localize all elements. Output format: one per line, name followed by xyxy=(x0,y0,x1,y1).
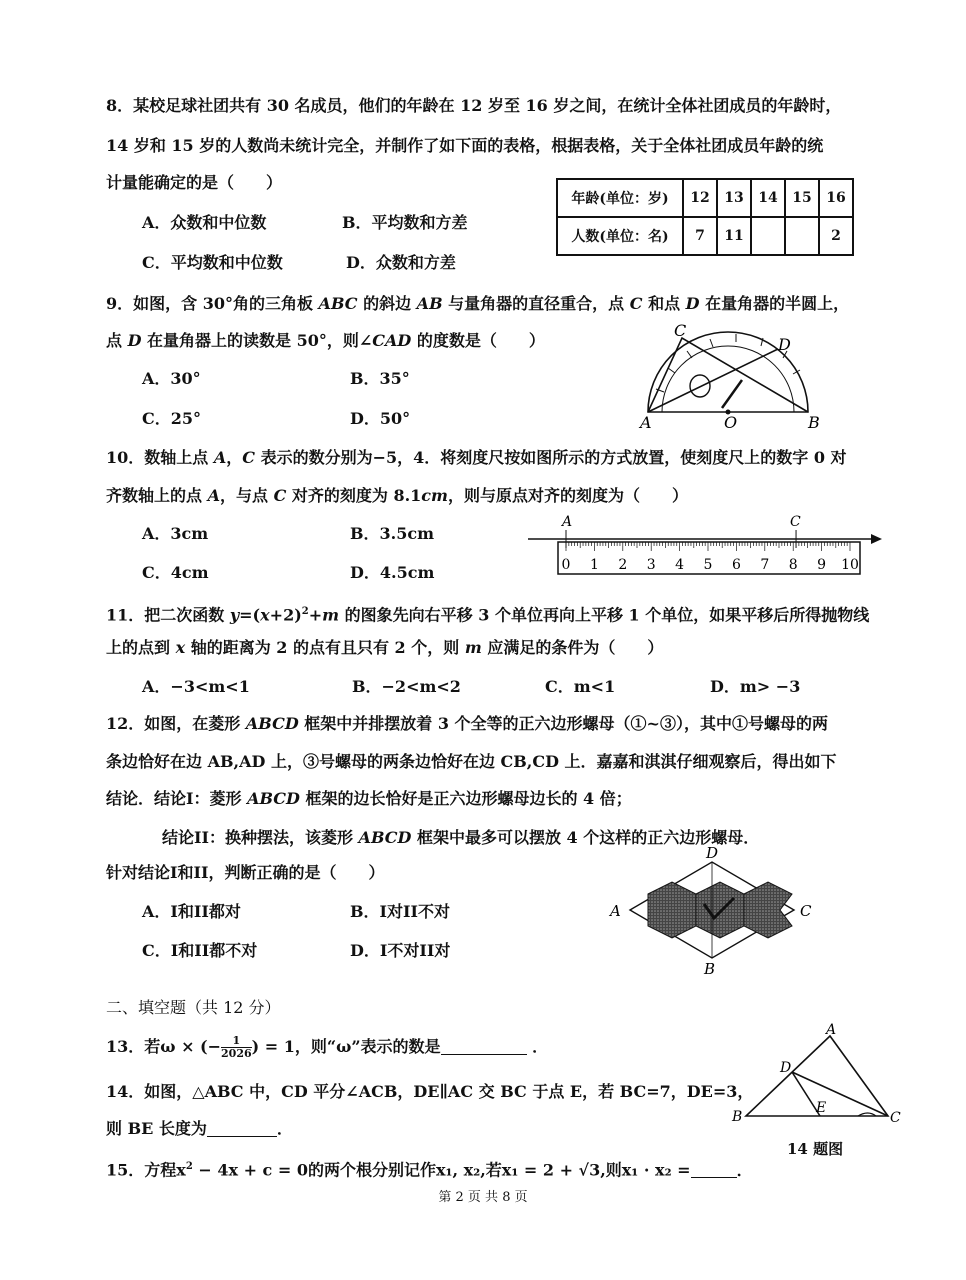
q10-option-c: C．4cm xyxy=(142,563,209,582)
table-cell xyxy=(751,217,785,255)
q15-answer-blank[interactable] xyxy=(691,1161,737,1178)
q12-line2: 条边恰好在边 AB,AD 上，③号螺母的两条边恰好在边 CB,CD 上．嘉嘉和淇淇仔细观察后，得出如下 xyxy=(106,752,837,771)
ruler-tick-label: 6 xyxy=(731,557,741,573)
q12-label-a: A xyxy=(610,902,621,920)
q10-option-a: A．3cm xyxy=(142,524,209,543)
q12-option-b: B．I对II不对 xyxy=(350,902,450,921)
q11-option-c: C．m<1 xyxy=(545,677,616,696)
q9-label-a: A xyxy=(640,413,652,432)
q10-label-a: A xyxy=(562,514,573,530)
q12-label-b: B xyxy=(704,960,716,978)
ruler-tick-label: 10 xyxy=(841,557,859,573)
q14-label-d: D xyxy=(780,1060,792,1076)
table-cell: 14 xyxy=(751,179,785,217)
q11-line2: 上的点到 x 轴的距离为 2 的点有且只有 2 个，则 m 应满足的条件为（ ） xyxy=(106,638,664,657)
q11-option-d: D．m> −3 xyxy=(710,677,801,696)
q14-triangle-figure xyxy=(728,1022,908,1126)
ruler-tick-label: 5 xyxy=(703,557,713,573)
q12-option-d: D．I不对II对 xyxy=(350,941,451,960)
q8-line3: 计量能确定的是（ ） xyxy=(106,173,283,192)
q8-option-c: C．平均数和中位数 xyxy=(142,253,283,272)
page-footer: 第 2 页 共 8 页 xyxy=(438,1190,528,1205)
q8-age-table xyxy=(556,178,854,256)
table-cell: 16 xyxy=(819,179,853,217)
ruler-tick-label: 9 xyxy=(817,557,827,573)
q14-label-c: C xyxy=(890,1110,901,1126)
q10-option-d: D．4.5cm xyxy=(350,563,435,582)
q9-label-c: C xyxy=(674,321,687,340)
q14-label-b: B xyxy=(732,1109,743,1125)
q10-line1: 10．数轴上点 A，C 表示的数分别为−5，4．将刻度尺按如图所示的方式放置，使刻度尺上的数字 0 对 xyxy=(106,448,847,467)
q12-line1: 12．如图，在菱形 ABCD 框架中并排摆放着 3 个全等的正六边形螺母（①~③），其中①号螺母的两 xyxy=(106,714,828,733)
q13-line: 13．若ω × (− $\frac{1}{2026}$ ) = 1，则“ω”表示的数是 ． xyxy=(106,1034,549,1060)
q12-label-d: D xyxy=(706,844,719,862)
ruler-tick-label: 8 xyxy=(788,557,798,573)
ruler-tick-label: 0 xyxy=(561,557,571,573)
q9-option-c: C．25° xyxy=(142,409,202,428)
q13-fraction: $\frac{1}{2026}$ xyxy=(221,1034,252,1060)
q12-line3: 结论．结论I：菱形 ABCD 框架的边长恰好是正六边形螺母边长的 4 倍； xyxy=(106,789,632,808)
q14-label-e: E xyxy=(816,1100,827,1116)
q9-option-b: B．35° xyxy=(350,369,410,388)
q9-option-d: D．50° xyxy=(350,409,411,428)
section-title-fill-blank: 二、填空题（共 12 分） xyxy=(106,998,281,1017)
q12-line5: 针对结论I和II，判断正确的是（ ） xyxy=(106,863,385,882)
q8-line1: 8．某校足球社团共有 30 名成员，他们的年龄在 12 岁至 16 岁之间，在统计全体社团成员的年龄时， xyxy=(106,96,842,115)
q9-line2: 点 D 在量角器上的读数是 50°，则∠CAD 的度数是（ ） xyxy=(106,331,545,350)
q14-line1: 14．如图，△ABC 中，CD 平分∠ACB，DE∥AC 交 BC 于点 E，若 BC=7，DE=3， xyxy=(106,1082,754,1101)
table-header-age: 年龄(单位：岁) xyxy=(557,179,683,217)
q15-line: 15．方程$x^2 - 4x + c = 0$的两个根分别记作x₁, x₂,若x₁ = 2 + √3,则x₁ · x₂ = ． xyxy=(106,1160,753,1180)
table-cell: 2 xyxy=(819,217,853,255)
q9-label-b: B xyxy=(808,413,820,432)
q8-option-a: A．众数和中位数 xyxy=(142,213,267,232)
table-cell: 7 xyxy=(683,217,717,255)
q9-label-o: O xyxy=(724,413,738,432)
q11-option-a: A．−3<m<1 xyxy=(142,677,250,696)
table-cell: 13 xyxy=(717,179,751,217)
q9-protractor-figure xyxy=(630,322,830,432)
table-cell: 12 xyxy=(683,179,717,217)
q14-label-a: A xyxy=(826,1022,837,1038)
q9-line1: 9．如图，含 30°角的三角板 ABC 的斜边 AB 与量角器的直径重合，点 C 和点 D 在量角器的半圆上， xyxy=(106,294,850,313)
ruler-tick-label: 7 xyxy=(760,557,770,573)
q13-answer-blank[interactable] xyxy=(441,1038,527,1055)
q14-answer-blank[interactable] xyxy=(207,1120,277,1137)
q8-option-d: D．众数和方差 xyxy=(346,253,456,272)
table-row xyxy=(557,217,853,255)
q12-option-c: C．I和II都不对 xyxy=(142,941,258,960)
q8-option-b: B．平均数和方差 xyxy=(342,213,468,232)
q12-option-a: A．I和II都对 xyxy=(142,902,241,921)
q9-option-a: A．30° xyxy=(142,369,201,388)
q8-line2: 14 岁和 15 岁的人数尚未统计完全，并制作了如下面的表格，根据表格，关于全体社团成员年龄的统 xyxy=(106,136,824,155)
q10-ruler-figure xyxy=(526,512,886,578)
table-row xyxy=(557,179,853,217)
table-cell: 15 xyxy=(785,179,819,217)
q10-label-c: C xyxy=(790,514,801,530)
q14-line2: 则 BE 长度为 ． xyxy=(106,1119,293,1138)
q11-option-b: B．−2<m<2 xyxy=(352,677,461,696)
ruler-tick-label: 1 xyxy=(589,557,599,573)
ruler-tick-label: 4 xyxy=(675,557,685,573)
table-header-count: 人数(单位：名) xyxy=(557,217,683,255)
q11-line1: 11．把二次函数 $y=(x+2)^2+m$ 的图象先向右平移 3 个单位再向上平移 1 个单位，如果平移后所得抛物线 xyxy=(106,605,870,625)
q12-line4: 结论II：换种摆法，该菱形 ABCD 框架中最多可以摆放 4 个这样的正六边形螺母． xyxy=(162,828,760,847)
q10-line2: 齐数轴上的点 A，与点 C 对齐的刻度为 8.1cm，则与原点对齐的刻度为（ ） xyxy=(106,486,688,505)
table-cell xyxy=(785,217,819,255)
ruler-tick-label: 3 xyxy=(646,557,656,573)
q12-rhombus-figure xyxy=(606,844,826,976)
ruler-tick-label: 2 xyxy=(618,557,628,573)
q10-option-b: B．3.5cm xyxy=(350,524,435,543)
q12-label-c: C xyxy=(800,902,812,920)
q9-label-d: D xyxy=(778,335,791,354)
q14-figure-caption: 14 题图 xyxy=(787,1140,844,1158)
table-cell: 11 xyxy=(717,217,751,255)
